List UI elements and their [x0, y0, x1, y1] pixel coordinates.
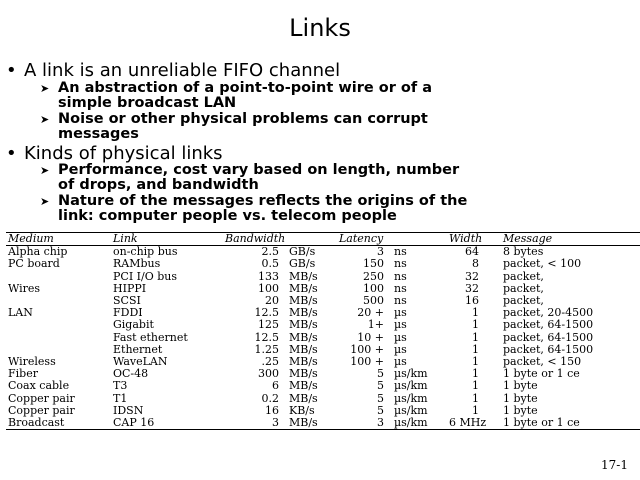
cell-latency-unit: ns [394, 270, 407, 283]
cell-bandwidth-value: 133 [258, 270, 279, 283]
cell-message: packet, < 150 [503, 356, 582, 369]
sub-bullet-1-1 [40, 81, 432, 111]
cell-width: 64 [465, 245, 480, 259]
cell-latency-value: 100 + [350, 356, 384, 369]
cell-message: packet, 64-1500 [503, 319, 594, 332]
cell-link: Gigabit [113, 319, 154, 332]
cell-latency-value: 500 [363, 295, 384, 308]
cell-medium: PC board [8, 258, 60, 271]
sub-bullet-1-2 [40, 112, 428, 142]
cell-latency-unit: ns [394, 245, 407, 259]
cell-width: 8 [472, 258, 480, 271]
arrowhead-icon: ➤ [40, 164, 50, 177]
cell-latency-unit: µs/km [394, 380, 428, 393]
sub-bullet-line: of drops, and bandwidth [58, 177, 259, 193]
cell-medium: Broadcast [6, 417, 111, 430]
cell-bandwidth-unit: MB/s [289, 392, 318, 405]
slide-title: Links [289, 14, 351, 42]
sub-bullet-line: An abstraction of a point-to-point wire or of a [58, 80, 433, 96]
header-latency: Latency [337, 233, 447, 246]
cell-bandwidth-value: 125 [258, 319, 279, 332]
cell-medium: Wireless [8, 356, 56, 369]
table-row [6, 246, 640, 259]
cell-message: 1 byte or 1 ce [503, 368, 580, 381]
cell-width: 1 [472, 368, 480, 381]
cell-latency-unit: ns [394, 258, 407, 271]
cell-latency-unit: µs/km [394, 404, 428, 417]
cell-message: packet, < 100 [503, 258, 582, 271]
sub-bullet-line: Nature of the messages reflects the origins of the [58, 193, 468, 209]
cell-bandwidth-value: 1.25 [254, 343, 279, 356]
cell-latency-unit: µs [394, 331, 407, 344]
table-row [6, 319, 640, 331]
table-row [6, 368, 640, 380]
sub-bullet-line: messages [58, 126, 139, 142]
cell-bandwidth-value: 12.5 [254, 307, 279, 320]
header-medium: Medium [6, 233, 111, 246]
cell-latency-value: 5 [377, 380, 384, 393]
cell-bandwidth-value: 6 [272, 380, 279, 393]
cell-link: RAMbus [113, 258, 161, 271]
cell-width: 1 [472, 331, 480, 344]
cell-latency-value: 5 [377, 368, 384, 381]
cell-latency-value: 3 [337, 417, 392, 430]
cell-medium: Coax cable [8, 380, 70, 393]
cell-bandwidth-unit: GB/s [289, 245, 316, 259]
cell-message: packet, 64-1500 [503, 343, 594, 356]
cell-latency-value: 250 [363, 270, 384, 283]
cell-width: 1 [472, 319, 480, 332]
cell-latency-unit: µs [394, 307, 407, 320]
cell-medium [6, 295, 111, 307]
cell-latency-value: 1+ [367, 319, 384, 332]
cell-link: OC-48 [113, 368, 149, 381]
cell-link: Fast ethernet [113, 331, 188, 344]
arrowhead-icon: ➤ [40, 195, 50, 208]
cell-message: packet, 20-4500 [503, 307, 594, 320]
sub-bullet-2-2 [40, 194, 467, 224]
page-number: 17-1 [601, 458, 628, 472]
cell-width: 32 [465, 282, 480, 295]
table-header-row [6, 233, 640, 246]
cell-latency-unit: µs/km [392, 417, 447, 430]
cell-latency-value: 100 + [350, 343, 384, 356]
cell-medium [6, 319, 111, 331]
cell-latency-value: 5 [377, 404, 384, 417]
cell-medium: LAN [8, 307, 33, 320]
cell-bandwidth-unit: KB/s [289, 404, 315, 417]
cell-medium: Wires [8, 282, 41, 295]
cell-bandwidth-value: 2.5 [261, 245, 279, 259]
cell-link: HIPPI [113, 282, 147, 295]
cell-bandwidth-unit: MB/s [289, 307, 318, 320]
bullet-1-text: A link is an unreliable FIFO channel [24, 60, 341, 81]
cell-message: packet, [503, 295, 544, 308]
cell-width: 1 [472, 343, 480, 356]
cell-medium [6, 332, 111, 344]
table-row [6, 356, 640, 368]
cell-link: T3 [113, 380, 128, 393]
cell-message: 1 byte or 1 ce [501, 417, 640, 430]
cell-bandwidth-unit: MB/s [289, 356, 318, 369]
arrowhead-icon: ➤ [40, 113, 50, 126]
cell-width: 16 [465, 295, 480, 308]
cell-bandwidth-unit: MB/s [289, 270, 318, 283]
bullet-dot-icon: • [6, 143, 17, 164]
cell-link: on-chip bus [113, 245, 178, 259]
bullet-2 [6, 144, 223, 163]
table-row [6, 344, 640, 356]
cell-width: 32 [465, 270, 480, 283]
table-row [6, 405, 640, 417]
cell-medium: Alpha chip [8, 245, 68, 259]
cell-bandwidth-value: 20 [265, 295, 279, 308]
cell-latency-value: 10 + [357, 331, 384, 344]
cell-width: 1 [472, 392, 480, 405]
cell-bandwidth-value: 300 [258, 368, 279, 381]
table-row [6, 393, 640, 405]
cell-link: CAP 16 [111, 417, 223, 430]
cell-latency-unit: µs [394, 319, 407, 332]
cell-width: 1 [472, 307, 480, 320]
cell-latency-value: 3 [377, 245, 384, 259]
table-row [6, 271, 640, 283]
cell-bandwidth-value: 12.5 [254, 331, 279, 344]
table-row [6, 283, 640, 295]
cell-bandwidth-unit: GB/s [289, 258, 316, 271]
sub-bullet-line: link: computer people vs. telecom people [58, 208, 397, 224]
sub-bullet-line: Noise or other physical problems can corrupt [58, 111, 428, 127]
cell-medium: Copper pair [8, 392, 75, 405]
header-bandwidth: Bandwidth [223, 233, 337, 246]
cell-message: 1 byte [503, 392, 538, 405]
cell-link: T1 [113, 392, 128, 405]
cell-bandwidth-value: 16 [265, 404, 279, 417]
header-width: Width [447, 233, 501, 246]
bullet-1 [6, 61, 340, 80]
sub-bullet-line: simple broadcast LAN [58, 95, 237, 111]
cell-medium [6, 344, 111, 356]
arrowhead-icon: ➤ [40, 82, 50, 95]
cell-bandwidth-unit: MB/s [289, 331, 318, 344]
cell-bandwidth-value: 0.2 [261, 392, 279, 405]
cell-bandwidth-value: .25 [261, 356, 279, 369]
cell-latency-unit: µs [394, 356, 407, 369]
cell-message: packet, [503, 282, 544, 295]
cell-bandwidth-unit: MB/s [289, 343, 318, 356]
cell-bandwidth-value: 100 [258, 282, 279, 295]
table-row [6, 380, 640, 392]
cell-width: 1 [472, 404, 480, 417]
cell-link: FDDI [113, 307, 143, 320]
cell-latency-value: 5 [377, 392, 384, 405]
cell-latency-unit: ns [394, 282, 407, 295]
cell-width: 1 [472, 380, 480, 393]
table-row [6, 332, 640, 344]
cell-bandwidth-unit: MB/s [289, 295, 318, 308]
table-row [6, 258, 640, 270]
cell-bandwidth-value: 0.5 [261, 258, 279, 271]
cell-latency-unit: ns [394, 295, 407, 308]
table-row [6, 307, 640, 319]
table-row [6, 417, 640, 430]
cell-latency-unit: µs/km [394, 392, 428, 405]
cell-medium [6, 271, 111, 283]
cell-latency-unit: µs/km [394, 368, 428, 381]
cell-latency-value: 150 [363, 258, 384, 271]
header-message: Message [501, 233, 640, 246]
sub-bullet-line: Performance, cost vary based on length, number [58, 162, 460, 178]
cell-message: packet, 64-1500 [503, 331, 594, 344]
cell-bandwidth-unit: MB/s [289, 380, 318, 393]
cell-link: IDSN [113, 404, 144, 417]
table-row [6, 295, 640, 307]
bullet-dot-icon: • [6, 60, 17, 81]
cell-message: 1 byte [503, 380, 538, 393]
cell-bandwidth-unit: MB/s [289, 319, 318, 332]
cell-medium: Copper pair [8, 404, 75, 417]
cell-link: Ethernet [113, 343, 163, 356]
cell-bandwidth-unit: MB/s [289, 368, 318, 381]
cell-link: SCSI [113, 295, 141, 308]
cell-width: 1 [472, 356, 480, 369]
cell-bandwidth-value: 3 [223, 417, 287, 430]
cell-link: WaveLAN [113, 356, 168, 369]
cell-message: packet, [503, 270, 544, 283]
link-comparison-table [6, 232, 640, 430]
cell-link: PCI I/O bus [113, 270, 177, 283]
sub-bullet-2-1 [40, 163, 459, 193]
cell-medium: Fiber [8, 368, 38, 381]
bullet-2-text: Kinds of physical links [24, 143, 223, 164]
header-link: Link [111, 233, 223, 246]
cell-message: 8 bytes [503, 245, 544, 259]
cell-bandwidth-unit: MB/s [289, 282, 318, 295]
cell-latency-value: 20 + [357, 307, 384, 320]
cell-bandwidth-unit: MB/s [287, 417, 337, 430]
cell-latency-value: 100 [363, 282, 384, 295]
cell-width: 6 MHz [447, 417, 501, 430]
cell-message: 1 byte [503, 404, 538, 417]
cell-latency-unit: µs [394, 343, 407, 356]
